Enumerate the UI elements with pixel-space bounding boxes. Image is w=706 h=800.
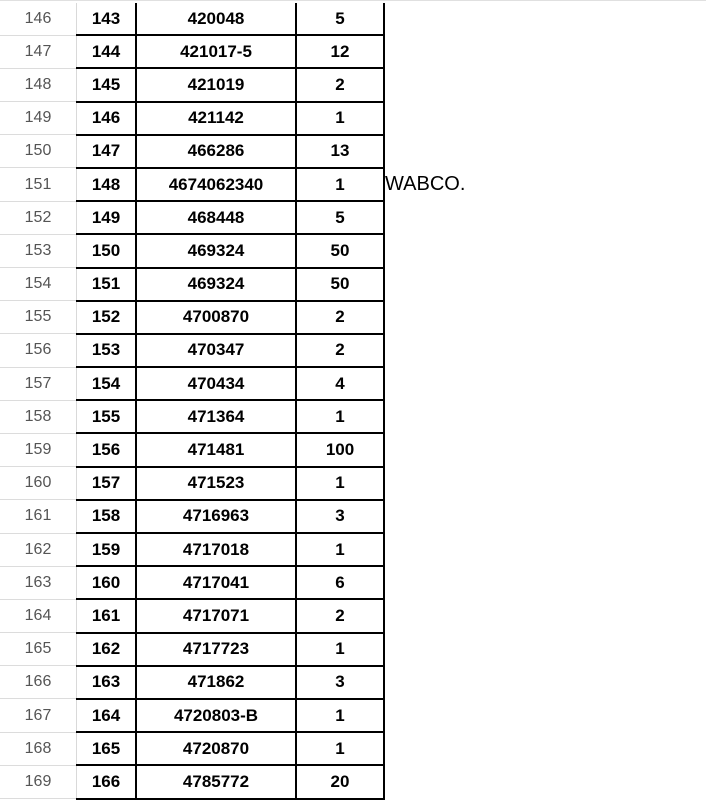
- cell-part-number[interactable]: 4720803-B: [136, 699, 296, 732]
- row-header[interactable]: 169: [0, 765, 77, 798]
- cell-part-number[interactable]: 421017-5: [136, 35, 296, 68]
- table-row: [0, 500, 705, 533]
- cell-note[interactable]: [384, 135, 705, 168]
- cell-part-number[interactable]: 469324: [136, 234, 296, 267]
- row-header[interactable]: 151: [0, 168, 77, 201]
- cell-note[interactable]: [384, 765, 705, 798]
- cell-note[interactable]: [384, 400, 705, 433]
- table-row: [0, 599, 705, 632]
- row-header[interactable]: 149: [0, 102, 77, 135]
- cell-quantity[interactable]: 20: [296, 765, 384, 798]
- table-row: [0, 566, 705, 599]
- cell-number[interactable]: 152: [77, 301, 137, 334]
- row-header[interactable]: 148: [0, 68, 77, 101]
- cell-note[interactable]: [384, 367, 705, 400]
- cell-part-number[interactable]: 470434: [136, 367, 296, 400]
- row-header[interactable]: 167: [0, 699, 77, 732]
- cell-quantity[interactable]: 1: [296, 400, 384, 433]
- grid-body: [0, 3, 705, 799]
- cell-quantity[interactable]: 1: [296, 633, 384, 666]
- cell-quantity[interactable]: 13: [296, 135, 384, 168]
- row-header[interactable]: 147: [0, 35, 77, 68]
- cell-part-number[interactable]: 471523: [136, 467, 296, 500]
- cell-part-number[interactable]: 4716963: [136, 500, 296, 533]
- cell-quantity[interactable]: 1: [296, 533, 384, 566]
- row-header[interactable]: 154: [0, 268, 77, 301]
- row-header[interactable]: 157: [0, 367, 77, 400]
- table-row: [0, 666, 705, 699]
- row-header[interactable]: 166: [0, 666, 77, 699]
- cell-note[interactable]: [384, 633, 705, 666]
- cell-part-number[interactable]: 4674062340: [136, 168, 296, 201]
- cell-part-number[interactable]: 4717071: [136, 599, 296, 632]
- cell-quantity[interactable]: 1: [296, 168, 384, 201]
- row-header[interactable]: 152: [0, 201, 77, 234]
- cell-note[interactable]: [384, 201, 705, 234]
- cell-note[interactable]: [384, 334, 705, 367]
- cell-quantity[interactable]: 2: [296, 301, 384, 334]
- cell-part-number[interactable]: 471364: [136, 400, 296, 433]
- table-row: [0, 633, 705, 666]
- cell-note[interactable]: [384, 533, 705, 566]
- cell-note[interactable]: [384, 566, 705, 599]
- cell-quantity[interactable]: 1: [296, 699, 384, 732]
- table-row: [0, 367, 705, 400]
- cell-note[interactable]: [384, 732, 705, 765]
- row-header[interactable]: 161: [0, 500, 77, 533]
- row-header[interactable]: 163: [0, 566, 77, 599]
- table-row: [0, 135, 705, 168]
- cell-quantity[interactable]: 3: [296, 666, 384, 699]
- cell-quantity[interactable]: 4: [296, 367, 384, 400]
- row-header[interactable]: 162: [0, 533, 77, 566]
- row-header[interactable]: 158: [0, 400, 77, 433]
- cell-number[interactable]: 166: [77, 765, 137, 798]
- cell-note[interactable]: [384, 699, 705, 732]
- cell-part-number[interactable]: 4717041: [136, 566, 296, 599]
- cell-part-number[interactable]: 470347: [136, 334, 296, 367]
- table-row: [0, 433, 705, 466]
- table-row: [0, 732, 705, 765]
- row-header[interactable]: 165: [0, 633, 77, 666]
- cell-part-number[interactable]: 468448: [136, 201, 296, 234]
- cell-part-number[interactable]: 4720870: [136, 732, 296, 765]
- cell-note[interactable]: [384, 234, 705, 267]
- cell-number[interactable]: 162: [77, 633, 137, 666]
- cell-number[interactable]: 161: [77, 599, 137, 632]
- cell-number[interactable]: 143: [77, 3, 137, 35]
- cell-quantity[interactable]: 5: [296, 201, 384, 234]
- cell-part-number[interactable]: 471481: [136, 433, 296, 466]
- cell-note[interactable]: [384, 301, 705, 334]
- spreadsheet-grid: [0, 3, 705, 800]
- cell-number[interactable]: 148: [77, 168, 137, 201]
- row-header[interactable]: 146: [0, 3, 77, 35]
- cell-part-number[interactable]: 4717723: [136, 633, 296, 666]
- cell-quantity[interactable]: 1: [296, 467, 384, 500]
- row-header[interactable]: 160: [0, 467, 77, 500]
- row-header[interactable]: 159: [0, 433, 77, 466]
- cell-part-number[interactable]: 469324: [136, 268, 296, 301]
- cell-note[interactable]: [384, 35, 705, 68]
- cell-number[interactable]: 159: [77, 533, 137, 566]
- cell-part-number[interactable]: 4717018: [136, 533, 296, 566]
- cell-number[interactable]: 144: [77, 35, 137, 68]
- cell-quantity[interactable]: 5: [296, 3, 384, 35]
- row-header[interactable]: 150: [0, 135, 77, 168]
- cell-note[interactable]: [384, 433, 705, 466]
- cell-number[interactable]: 153: [77, 334, 137, 367]
- cell-part-number[interactable]: 420048: [136, 3, 296, 35]
- cell-quantity[interactable]: 12: [296, 35, 384, 68]
- table-row: [0, 301, 705, 334]
- row-header[interactable]: 156: [0, 334, 77, 367]
- table-row: [0, 400, 705, 433]
- cell-number[interactable]: 164: [77, 699, 137, 732]
- cell-note[interactable]: [384, 102, 705, 135]
- cell-quantity[interactable]: 1: [296, 732, 384, 765]
- cell-note[interactable]: [384, 3, 705, 35]
- cell-part-number[interactable]: 421019: [136, 68, 296, 101]
- table-row: [0, 35, 705, 68]
- cell-quantity[interactable]: 50: [296, 234, 384, 267]
- cell-number[interactable]: 156: [77, 433, 137, 466]
- cell-number[interactable]: 157: [77, 467, 137, 500]
- cell-quantity[interactable]: 1: [296, 102, 384, 135]
- cell-number[interactable]: 155: [77, 400, 137, 433]
- table-row: [0, 102, 705, 135]
- row-header[interactable]: 153: [0, 234, 77, 267]
- cell-number[interactable]: 149: [77, 201, 137, 234]
- table-row: [0, 765, 705, 798]
- cell-number[interactable]: 151: [77, 268, 137, 301]
- cell-quantity[interactable]: 3: [296, 500, 384, 533]
- cell-quantity[interactable]: 2: [296, 599, 384, 632]
- cell-note[interactable]: [384, 500, 705, 533]
- table-row: [0, 268, 705, 301]
- cell-quantity[interactable]: 2: [296, 334, 384, 367]
- table-row: [0, 467, 705, 500]
- cell-part-number[interactable]: 471862: [136, 666, 296, 699]
- row-header[interactable]: 168: [0, 732, 77, 765]
- row-header[interactable]: 155: [0, 301, 77, 334]
- table-row: [0, 168, 705, 201]
- table-row: [0, 699, 705, 732]
- cell-quantity[interactable]: 2: [296, 68, 384, 101]
- table-row: [0, 234, 705, 267]
- cell-part-number[interactable]: 4700870: [136, 301, 296, 334]
- cell-part-number[interactable]: 421142: [136, 102, 296, 135]
- table-row: [0, 334, 705, 367]
- cell-number[interactable]: 163: [77, 666, 137, 699]
- table-row: [0, 533, 705, 566]
- cell-number[interactable]: 146: [77, 102, 137, 135]
- cell-number[interactable]: 145: [77, 68, 137, 101]
- cell-number[interactable]: 147: [77, 135, 137, 168]
- cell-number[interactable]: 160: [77, 566, 137, 599]
- cell-note[interactable]: [384, 268, 705, 301]
- cell-note[interactable]: [384, 68, 705, 101]
- cell-number[interactable]: 165: [77, 732, 137, 765]
- cell-quantity[interactable]: 6: [296, 566, 384, 599]
- row-header[interactable]: 164: [0, 599, 77, 632]
- cell-number[interactable]: 158: [77, 500, 137, 533]
- cell-note[interactable]: [384, 666, 705, 699]
- cell-part-number[interactable]: 4785772: [136, 765, 296, 798]
- table-row: [0, 3, 705, 35]
- cell-quantity[interactable]: 100: [296, 433, 384, 466]
- cell-part-number[interactable]: 466286: [136, 135, 296, 168]
- table-row: [0, 201, 705, 234]
- cell-number[interactable]: 150: [77, 234, 137, 267]
- cell-note[interactable]: [384, 599, 705, 632]
- cell-quantity[interactable]: 50: [296, 268, 384, 301]
- cell-note[interactable]: WABCO.: [385, 173, 466, 196]
- cell-note[interactable]: [384, 467, 705, 500]
- cell-number[interactable]: 154: [77, 367, 137, 400]
- table-row: [0, 68, 705, 101]
